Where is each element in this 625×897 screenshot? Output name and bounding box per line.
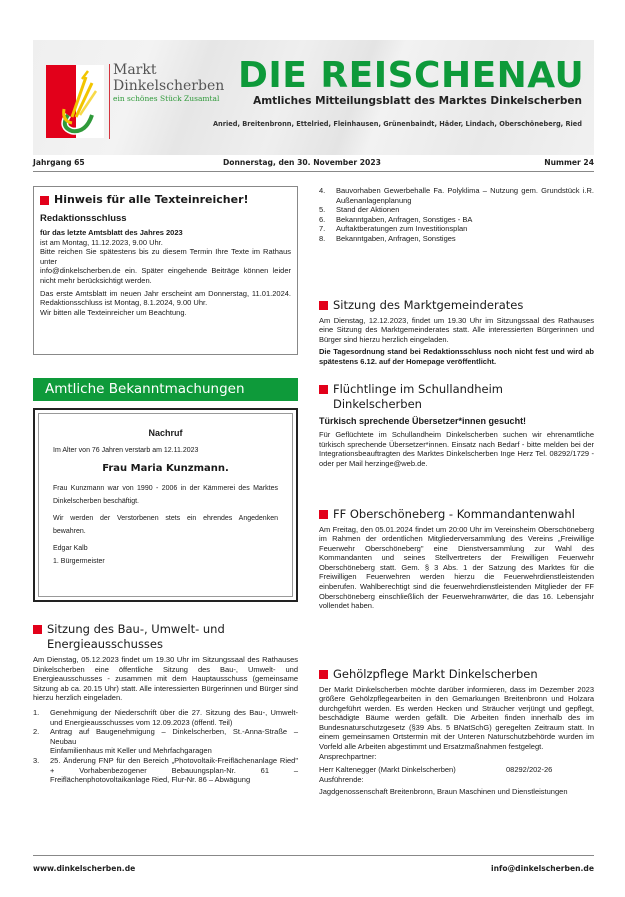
email-link[interactable]: info@dinkelscherben.de [491,864,594,873]
agenda-list [33,708,298,785]
agenda-item: 4. Bauvorhaben Gewerbehalle Fa. Polyklima – Nutzung gem. Grundstück i.R. Außenanlagenplanung [319,186,594,205]
exec-label: Ausführende: [319,774,364,784]
red-square-icon [319,301,328,310]
red-square-icon [319,385,328,394]
website-link[interactable]: www.dinkelscherben.de [33,864,136,873]
contact-phone: 08292/202-26 [506,765,553,775]
section-text: Am Dienstag, 12.12.2023, findet um 19.30 Uhr im Sitzungssaal des Rathauses eine Sitzung des Marktgemeinderates statt. Alle interessierten Bürgerinnen und Bürger sind hierzu herzlich eingeladen. [319,315,594,344]
logo-line-2: Dinkelscherben [113,78,225,94]
notice-email-line: info@dinkelscherben.de ein. Später eingehende Beiträge können leider nicht mehr berücksichtigt werden. [40,266,291,285]
footer-divider [33,855,594,856]
notice-line: ist am Montag, 11.12.2023, 9.00 Uhr. [40,237,163,247]
council-session-section [319,298,594,366]
section-text: Am Freitag, den 05.01.2024 findet um 20:00 Uhr im Vereinsheim Oberschöneberg im Rahmen der ordentlichen Mitgliederversammlung des Vereins „Freiwillige Feuerwehr Oberschöneberg" eine Dienstversammlung zur Wahl des Kommandanten und seines Stellvertreters der Freiwilligen Feuerwehr Oberschöneberg statt. Gem. § 3 Abs. 1 der Satzung des Marktes für die Freiwilligen Feuerwehren werden hierzu die Feuerwehrdienstleistenden einberufen. Wahlberechtigt sind die feuerwehrdienstleistenden Mitglieder der FF Oberschöneberg einschließlich der Feuerwehranwärter, die das 16. Lebensjahr vollendet haben. [319,524,594,611]
logo-divider [109,64,110,139]
section-heading-text: Sitzung des Marktgemeinderates [333,298,524,312]
fire-dept-section [319,507,594,611]
contact-name: Herr Kaltenegger (Markt Dinkelscherben) [319,765,456,775]
agenda-item: 5. Stand der Aktionen [319,205,400,215]
red-square-icon [319,510,328,519]
section-text: Für Geflüchtete im Schullandheim Dinkelscherben suchen wir ehrenamtliche türkisch sprechende Übersetzer*innen. Einsatz nach Bedarf - bitte melden bei der Integrationsbeauftragten des Marktes Dinkelscherben Inge Herz Tel. 08292/1729 - oder per Mail herzinge@web.de. [319,430,594,468]
agenda-item: 3. 25. Änderung FNP für den Bereich „Photovoltaik-Freiflächenanlage Ried" + Vorhabenbezogener Bebauungsplan-Nr. 61 – Freiflächenphotovoltaikanlage Ried, Flur-Nr. 86 – Abwägung [33,755,298,785]
newspaper-subtitle: Amtliches Mitteilungsblatt des Marktes Dinkelscherben [253,95,582,107]
agenda-item: 1. Genehmigung der Niederschrift über die 27. Sitzung des Bau-, Umwelt- und Energieausschusses vom 12.09.2023 (öffentl. Teil) [33,707,298,727]
logo-line-1: Markt [113,62,157,78]
agenda-item: 6. Bekanntgaben, Anfragen, Sonstiges - BA [319,214,473,224]
obituary-text: Wir werden der Verstorbenen stets ein ehrendes Angedenken bewahren. [53,514,278,535]
bau-session-section [33,622,298,785]
agenda-item: 2. Antrag auf Baugenehmigung – Dinkelscherben, St.-Anna-Straße – Neubau Einfamilienhaus mit Keller und Mehrfachgaragen [33,727,298,756]
volume: Jahrgang 65 [33,158,85,167]
notice-subheading: Redaktionsschluss [40,213,127,224]
notice-bold-line: für das letzte Amtsblatt des Jahres 2023 [40,228,183,237]
notice-heading [40,193,291,207]
red-square-icon [319,670,328,679]
section-text: Der Markt Dinkelscherben möchte darüber informieren, dass im Dezember 2023 größere Gehölzpflegearbeiten in den Gemarkungen Breitenbronn und Holzara durchgeführt werden. Es werden Hecken und Sträucher verjüngt und gepflegt, beschädigte Bäume werden gefällt. Die Arbeiten finden innerhalb des im Bundesnaturschutzgesetz (§39 Abs. 5 BNatSchG) geregelten Zeitraum statt. In einem gemeinsamen Ortstermin mit der Unteren Naturschutzbehörde wurden im Vorfeld alle Arbeiten abgestimmt und Ersatzmaßnahmen festgelegt. [319,684,594,752]
right-column [319,180,594,797]
obituary-intro: Im Alter von 76 Jahren verstarb am 12.11.2023 [53,447,199,454]
issue-date: Donnerstag, den 30. November 2023 [223,158,381,167]
places-list: Anried, Breitenbronn, Ettelried, Fleinhausen, Grünenbaindt, Häder, Lindach, Oberschöneberg, Ried [212,120,582,128]
wheat-ear-logo-icon [46,65,104,138]
obituary-name: Frau Maria Kunzmann. [102,462,229,474]
notice-heading-text: Hinweis für alle Texteinreicher! [54,193,249,206]
agenda-list-continued [319,186,594,244]
section-heading [319,507,594,522]
section-heading-text: Sitzung des Bau-, Umwelt- und Energieausschusses [47,622,225,651]
obituary-title: Nachruf [148,428,183,438]
section-heading-text: Flüchtlinge im Schullandheim Dinkelscherben [333,382,503,411]
issue-number: Nummer 24 [544,158,594,167]
issue-meta [33,158,594,172]
section-bold-text: Die Tagesordnung stand bei Redaktionsschluss noch nicht fest und wird ab spätestens 6.12. auf der Homepage veröffentlicht. [319,347,594,366]
obituary-text: Frau Kunzmann war von 1990 - 2006 in der Kämmerei des Marktes Dinkelscherben beschäftigt. [53,484,278,505]
contact-row [319,765,594,775]
logo-wordmark [113,62,224,104]
agenda-item: 7. Auftaktberatungen zum Investitionsplan [319,224,468,234]
section-heading [319,667,594,682]
red-square-icon [33,625,42,634]
refugees-section [319,382,594,468]
section-heading-text: FF Oberschöneberg - Kommandantenwahl [333,507,575,521]
notice-line: Das erste Amtsblatt im neuen Jahr erscheint am Donnerstag, 11.01.2024. Redaktionsschluss ist Montag, 8.1.2024, 9.00 Uhr. [40,288,291,308]
tree-care-section [319,667,594,797]
obituary-box [33,408,298,602]
obituary-signer: Edgar Kalb [53,544,88,552]
notice-line: Wir bitten alle Texteinreicher um Beachtung. [40,307,187,317]
section-heading-text: Gehölzpflege Markt Dinkelscherben [333,667,538,681]
notice-box [33,186,298,355]
contact-label: Ansprechpartner: [319,751,377,761]
section-heading [319,298,594,313]
notice-line: Bitte reichen Sie spätestens bis zu diesem Termin Ihre Texte im Rathaus unter [40,247,291,266]
section-heading [319,382,594,411]
section-heading [33,622,298,651]
section-bar: Amtliche Bekanntmachungen [33,378,298,401]
newspaper-title: DIE REISCHENAU [238,55,585,96]
section-text: Am Dienstag, 05.12.2023 findet um 19.30 Uhr im Sitzungssaal des Rathauses Dinkelscherben eine öffentliche Sitzung des Bau-, Umwelt- und Energieausschusses - zusammen mit dem Hauptausschuss (gemeinsame Sitzung ab ca. 20.15 Uhr) statt. Alle interessierten Bürgerinnen und Bürger sind hierzu herzlich eingeladen. [33,655,298,703]
section-subheading: Türkisch sprechende Übersetzer*innen gesucht! [319,416,527,426]
masthead [33,40,594,155]
agenda-item: 8. Bekanntgaben, Anfragen, Sonstiges [319,233,456,243]
obituary-signer-title: 1. Bürgermeister [53,557,105,565]
divider [33,171,594,172]
logo-tagline: ein schönes Stück Zusamtal [113,94,220,103]
red-square-icon [40,196,49,205]
exec-text: Jagdgenossenschaft Breitenbronn, Braun Maschinen und Dienstleistungen [319,787,568,797]
